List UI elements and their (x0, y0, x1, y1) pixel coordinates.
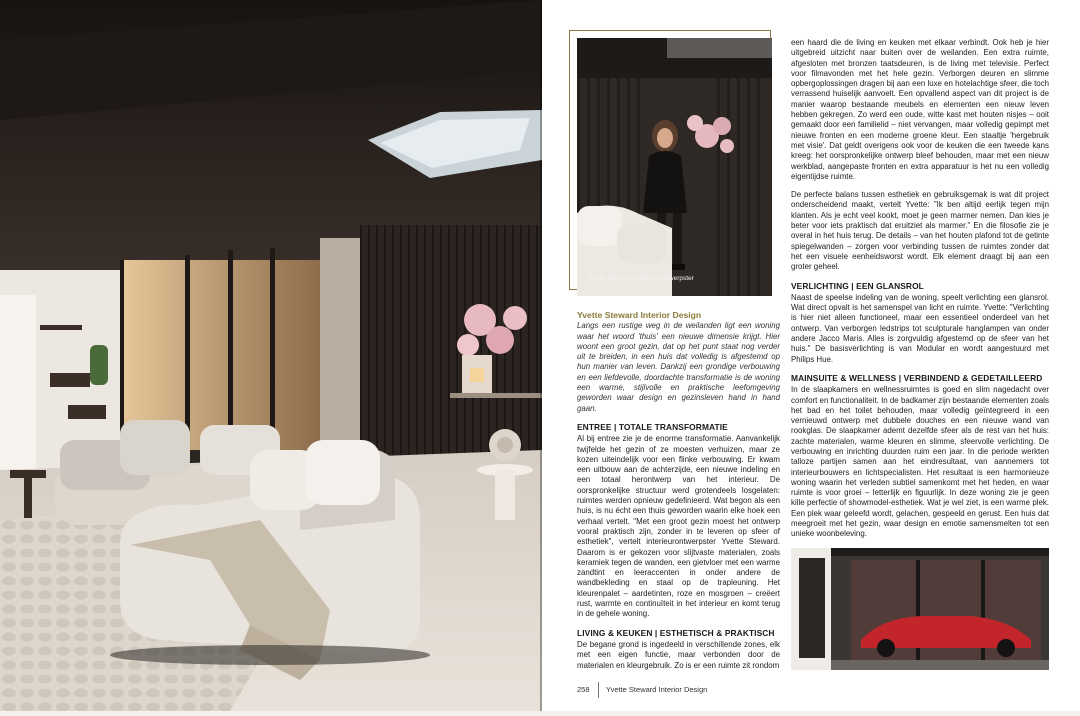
section-text-verlichting: Naast de speelse indeling van de woning, speelt verlichting een glansrol. Wat direct opvalt is het samenspel van licht en ruimte. Yvette: "Verlichting is hier niet alleen functioneel, maar een essentieel onderdeel van het ontwerp. Van verborgen ledstrips tot sculpturale hanglampen van onder andere Jacco Maris. Alles is zorgvuldig afgestemd op de sfeer van het huis." De basisverlichting is van Modular en wordt aangestuurd met Philips Hue. (791, 292, 1049, 364)
portrait-illustration (577, 38, 772, 296)
article-column-left (577, 310, 780, 679)
living-room-illustration (0, 0, 542, 711)
section-text-living: De begane grond is ingedeeld in verschillende zones, elk met een eigen functie, maar verbonden door de materialen en kleurgebruik. Zo is er een ruimte zit rondom (577, 639, 780, 670)
section-heading-mainsuite: MAINSUITE & WELLNESS | VERBINDEND & GEDETAILLEERD (791, 372, 1043, 383)
article-page (542, 0, 1080, 711)
section-heading-verlichting: VERLICHTING | EEN GLANSROL (791, 280, 924, 291)
designer-portrait (577, 38, 772, 296)
garage-illustration (791, 548, 1049, 670)
photo-caption: Yvette Steward | Interieurontwerpster (587, 275, 694, 282)
section-text-living-cont: een haard die de living en keuken met elkaar verbindt. Ook heb je hier uitgebreid uitzicht naar buiten over de weilanden. Een extra ruimte, afgesloten met bronzen taatsdeuren, is de living met televisie. Perfect voor filmavonden met het hele gezin. Verborgen deuren en slimme opbergoplossingen dragen bij aan een luxe en hotelachtige sfeer, die toch verrassend huiselijk aanvoelt. Een opvallend aspect van dit project is de manier waarop bestaande meubels en elementen een nieuw leven hebben gekregen. Zo werd een oude, witte kast met houten nisjes – ooit gemaakt door een familielid – niet vervangen, maar volledig gepimpt met nieuwe fronten en een moderne groene kleur. Een staaltje 'hergebruik met visie'. Dat geldt overigens ook voor de keuken die een tweede kans kreeg: het oorspronkelijke ontwerp bleef behouden, maar met een nieuw werkblad, aangepaste fronten en extra apparatuur is het nu een volledig eigentijdse ruimte. (791, 38, 1049, 181)
intro-title: Yvette Steward Interior Design (577, 310, 702, 320)
page-number: 258 (577, 685, 590, 694)
section-text-mainsuite: In de slaapkamers en wellnessruimtes is goed en slim nagedacht over comfort en functionaliteit. In de badkamer zijn bestaande elementen zoals het bad en het toilet behouden, maar volledig geïntegreerd in een vernieuwd ontwerp met dubbele douches en een nieuwe wand van rookglas. De slaapkamer ademt dezelfde sfeer als de rest van het huis: zachte materialen, warme kleuren en slimme, sfeervolle verlichting. De verbouwing en inrichting duurden ruim een jaar. In die periode werkten talloze partijen samen aan het eindresultaat, van aannemers tot interieurbouwers en lichtspecialisten. Het resultaat is een harmonieuze woning waarin het verleden subtiel samenkomt met het heden, en waar ruimte is voor groei – letterlijk en figuurlijk. In deze woning zie je geen kille perfectie of showmodel-esthetiek. Wat je wel ziet, is een warme plek. Een plek waar geleefd wordt, gelachen, gespeeld en gerust. Een huis dat meegroeit met het gezin, waar design en emotie samensmelten tot een unieke woonbeleving. (791, 385, 1049, 539)
living-room-photo (0, 0, 542, 711)
intro-text: Langs een rustige weg in de weilanden ligt een woning waar het woord 'thuis' een nieuwe dimensie krijgt. Hier woont een groot gezin, dat op het punt staat nog verder uit te breiden, in een huis dat volledig is afgestemd op hun manier van leven. Dankzij een grondige verbouwing en een liefdevolle, doordachte transformatie is de woning een warme, stijlvolle en praktische leefomgeving geworden waar design en gezinsleven hand in hand gaan. (577, 321, 780, 413)
footer-title: Yvette Steward Interior Design (606, 685, 708, 694)
section-text-entree: Al bij entree zie je de enorme transformatie. Aanvankelijk twijfelde het gezin of ze moesten verhuizen, maar ze kozen uiteindelijk voor een flinke verbouwing. Er kwam een uitbouw aan de achterzijde, een nieuwe indeling en een totaal herontwerp van het interieur. De oorspronkelijke structuur werd grotendeels losgelaten: ruimtes werden opnieuw gedefinieerd. Wat begon als een huis, is nu écht een thuis geworden waarin elke hoek een verhaal vertelt. "Met een groot gezin moest het ontwerp vooral praktisch zijn, zonder in te leveren op sfeer of esthetiek", vertelt interieurontwerpster Yvette Steward. Daarom is er gekozen voor slijtvaste materialen, zoals keramiek tegen de wanden, een gietvloer met een warme zandtint en leeraccenten in onder andere de wandbekleding en staal op de trapleuning. Het kleurenpalet – aardetinten, roze en mosgroen – creëert rust, warmte en continuïteit in het interieur en komt terug in de gehele woning. (577, 434, 780, 619)
section-text-balans: De perfecte balans tussen esthetiek en gebruiksgemak is wat dit project onderscheidend maakt, vertelt Yvette: "Ik ben altijd eerlijk tegen mijn klanten. Als je echt veel kookt, moet je geen marmer nemen. Dan kies je beter voor iets praktisch dat eruitziet als marmer." En die filosofie zie je overal in het huis terug. De details – van het houten plafond tot de getinte spiegelwanden – zorgen voor verbinding tussen de ruimtes zonder dat het een visuele eenheidsworst wordt. Elk element draagt bij aan een groter geheel. (791, 190, 1049, 272)
article-column-right (791, 38, 1049, 539)
section-heading-entree: ENTREE | TOTALE TRANSFORMATIE (577, 421, 728, 432)
footer-divider (598, 682, 599, 698)
section-heading-living: LIVING & KEUKEN | ESTHETISCH & PRAKTISCH (577, 627, 775, 638)
garage-photo (791, 548, 1049, 670)
